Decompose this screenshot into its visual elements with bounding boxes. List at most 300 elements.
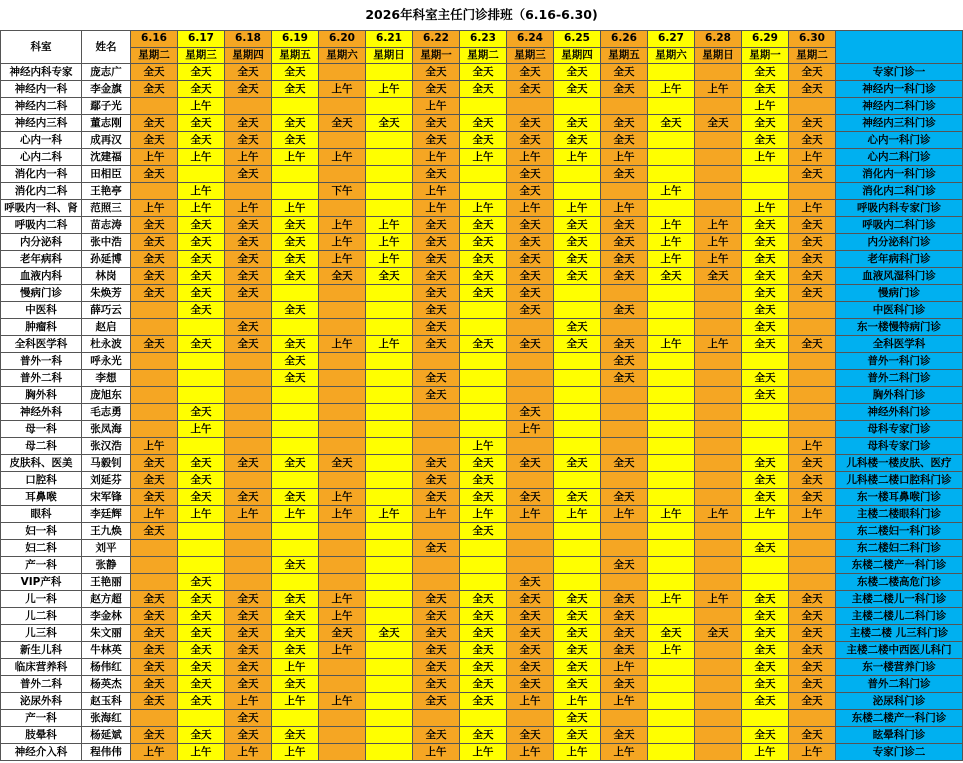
schedule-cell [601,472,648,489]
schedule-cell: 全天 [601,302,648,319]
weekday-header: 星期二 [789,47,836,64]
schedule-cell [648,200,695,217]
weekday-header: 星期一 [413,47,460,64]
schedule-cell: 全天 [178,659,225,676]
dept-cell: 心内二科 [1,149,82,166]
schedule-cell: 全天 [225,251,272,268]
schedule-cell: 全天 [507,455,554,472]
schedule-cell: 上午 [554,693,601,710]
schedule-cell: 全天 [178,404,225,421]
schedule-cell: 全天 [225,234,272,251]
schedule-cell: 上午 [272,744,319,761]
dept-cell: 普外一科 [1,353,82,370]
doctor-name-cell: 孙延博 [82,251,131,268]
table-row [1,710,963,727]
schedule-cell: 全天 [554,234,601,251]
schedule-cell: 上午 [695,234,742,251]
schedule-cell [272,98,319,115]
schedule-cell: 全天 [554,64,601,81]
schedule-cell: 上午 [225,200,272,217]
schedule-cell: 全天 [460,642,507,659]
schedule-cell: 全天 [131,608,178,625]
schedule-cell [413,404,460,421]
dept-cell: 肿瘤科 [1,319,82,336]
schedule-cell [131,302,178,319]
schedule-cell: 全天 [742,489,789,506]
schedule-cell [648,574,695,591]
schedule-cell: 全天 [413,591,460,608]
table-row [1,183,963,200]
schedule-cell: 全天 [272,64,319,81]
schedule-cell: 上午 [648,336,695,353]
schedule-cell: 全天 [272,234,319,251]
doctor-name-cell: 李廷辉 [82,506,131,523]
schedule-cell [554,404,601,421]
schedule-cell: 全天 [225,659,272,676]
schedule-cell: 全天 [554,659,601,676]
dept-cell: VIP产科 [1,574,82,591]
schedule-cell: 上午 [695,251,742,268]
schedule-cell: 上午 [272,506,319,523]
schedule-cell: 全天 [131,81,178,98]
table-row [1,353,963,370]
weekday-header: 星期一 [742,47,789,64]
schedule-cell: 上午 [178,98,225,115]
table-row [1,98,963,115]
schedule-cell [648,540,695,557]
schedule-cell: 全天 [272,608,319,625]
schedule-cell [789,557,836,574]
date-header: 6.28 [695,31,742,48]
schedule-cell [554,523,601,540]
clinic-location-cell: 眩晕科门诊 [836,727,963,744]
schedule-cell: 全天 [413,693,460,710]
schedule-cell: 全天 [648,625,695,642]
table-row [1,591,963,608]
schedule-cell [648,302,695,319]
schedule-cell: 全天 [413,251,460,268]
schedule-cell: 全天 [695,625,742,642]
schedule-cell: 全天 [742,336,789,353]
date-header-row [1,31,963,48]
schedule-cell: 全天 [742,285,789,302]
dept-cell: 儿二科 [1,608,82,625]
schedule-cell [272,438,319,455]
schedule-cell: 全天 [178,676,225,693]
schedule-cell [648,421,695,438]
schedule-cell: 全天 [554,642,601,659]
schedule-cell: 全天 [507,404,554,421]
schedule-cell: 全天 [131,625,178,642]
schedule-cell: 上午 [366,234,413,251]
date-header: 6.17 [178,31,225,48]
clinic-location-cell: 母科专家门诊 [836,421,963,438]
schedule-cell [695,285,742,302]
schedule-cell: 全天 [460,608,507,625]
schedule-cell [507,438,554,455]
clinic-location-cell: 全科医学科 [836,336,963,353]
schedule-cell: 上午 [742,200,789,217]
clinic-location-cell: 神经内三科门诊 [836,115,963,132]
schedule-cell: 全天 [272,625,319,642]
schedule-cell: 全天 [554,268,601,285]
dept-cell: 口腔科 [1,472,82,489]
schedule-cell [131,557,178,574]
schedule-cell [507,557,554,574]
doctor-name-cell: 王九焕 [82,523,131,540]
schedule-cell [742,438,789,455]
schedule-cell [131,353,178,370]
weekday-header: 星期三 [178,47,225,64]
schedule-cell [178,540,225,557]
doctor-name-cell: 杨伟红 [82,659,131,676]
schedule-cell: 上午 [131,200,178,217]
schedule-cell: 全天 [601,336,648,353]
schedule-cell: 全天 [507,302,554,319]
schedule-cell: 全天 [742,387,789,404]
schedule-cell [460,353,507,370]
doctor-name-cell: 苗志涛 [82,217,131,234]
schedule-cell [554,353,601,370]
schedule-cell: 全天 [460,727,507,744]
date-header: 6.16 [131,31,178,48]
doctor-name-cell: 庞旭东 [82,387,131,404]
schedule-cell: 全天 [131,676,178,693]
schedule-cell: 全天 [178,608,225,625]
schedule-cell: 上午 [742,506,789,523]
schedule-cell: 全天 [225,285,272,302]
schedule-cell [366,64,413,81]
schedule-cell: 全天 [507,115,554,132]
schedule-cell [789,710,836,727]
schedule-cell: 全天 [601,625,648,642]
schedule-cell: 全天 [178,336,225,353]
schedule-cell: 全天 [413,336,460,353]
schedule-cell: 全天 [460,489,507,506]
schedule-cell: 上午 [366,336,413,353]
schedule-cell [366,472,413,489]
schedule-cell: 全天 [225,217,272,234]
dept-cell: 耳鼻喉 [1,489,82,506]
schedule-cell: 上午 [601,744,648,761]
schedule-cell [225,438,272,455]
schedule-cell: 全天 [460,251,507,268]
schedule-cell: 上午 [131,506,178,523]
schedule-cell: 上午 [695,506,742,523]
schedule-cell [366,659,413,676]
schedule-cell: 全天 [131,336,178,353]
schedule-cell [366,591,413,608]
schedule-cell [648,64,695,81]
table-row [1,404,963,421]
schedule-cell [178,370,225,387]
schedule-cell [695,64,742,81]
doctor-name-cell: 马毅钊 [82,455,131,472]
doctor-name-cell: 赵玉科 [82,693,131,710]
schedule-cell [460,574,507,591]
schedule-cell [366,523,413,540]
schedule-cell [225,404,272,421]
schedule-cell [460,166,507,183]
schedule-cell [366,132,413,149]
doctor-name-cell: 刘延芬 [82,472,131,489]
table-row [1,336,963,353]
schedule-cell: 全天 [225,608,272,625]
schedule-cell: 全天 [272,455,319,472]
schedule-cell: 上午 [131,438,178,455]
table-row [1,421,963,438]
schedule-cell [272,523,319,540]
date-header: 6.22 [413,31,460,48]
table-row [1,251,963,268]
schedule-cell [695,642,742,659]
schedule-cell: 全天 [272,370,319,387]
schedule-cell [272,472,319,489]
schedule-cell [319,676,366,693]
schedule-cell: 全天 [413,285,460,302]
schedule-cell [554,183,601,200]
table-row [1,166,963,183]
schedule-cell [366,540,413,557]
schedule-cell: 全天 [554,81,601,98]
schedule-cell: 全天 [507,574,554,591]
schedule-cell [789,421,836,438]
schedule-cell: 全天 [178,625,225,642]
table-row [1,200,963,217]
schedule-cell [601,574,648,591]
schedule-cell: 全天 [601,676,648,693]
schedule-cell [225,540,272,557]
schedule-cell [507,472,554,489]
schedule-cell [648,659,695,676]
schedule-cell [601,710,648,727]
schedule-cell [507,370,554,387]
schedule-cell: 全天 [742,64,789,81]
schedule-cell [695,574,742,591]
table-row [1,472,963,489]
clinic-location-cell: 东楼二楼产一科门诊 [836,557,963,574]
schedule-cell: 全天 [789,285,836,302]
schedule-cell [601,523,648,540]
schedule-cell: 上午 [178,744,225,761]
weekday-header: 星期二 [131,47,178,64]
schedule-cell [460,557,507,574]
schedule-cell: 全天 [272,591,319,608]
schedule-cell: 全天 [789,166,836,183]
schedule-cell [648,387,695,404]
date-header: 6.29 [742,31,789,48]
schedule-cell [319,574,366,591]
doctor-name-cell: 沈建福 [82,149,131,166]
dept-cell: 产一科 [1,557,82,574]
schedule-cell: 全天 [554,251,601,268]
schedule-cell [366,642,413,659]
schedule-cell: 全天 [225,676,272,693]
schedule-cell: 全天 [413,319,460,336]
weekday-header: 星期四 [554,47,601,64]
schedule-cell [695,421,742,438]
schedule-cell: 全天 [648,268,695,285]
schedule-cell [131,574,178,591]
schedule-cell: 全天 [460,336,507,353]
schedule-cell [554,472,601,489]
dept-cell: 全科医学科 [1,336,82,353]
doctor-name-cell: 杨延斌 [82,727,131,744]
schedule-cell: 全天 [413,387,460,404]
schedule-cell [319,438,366,455]
clinic-location-cell: 心内一科门诊 [836,132,963,149]
schedule-cell: 全天 [601,557,648,574]
date-header: 6.21 [366,31,413,48]
schedule-cell: 全天 [789,64,836,81]
schedule-cell: 上午 [554,200,601,217]
schedule-cell: 全天 [507,132,554,149]
clinic-location-cell: 主楼二楼眼科门诊 [836,506,963,523]
schedule-cell [554,302,601,319]
schedule-cell [319,659,366,676]
schedule-cell [601,285,648,302]
schedule-cell: 全天 [507,676,554,693]
schedule-cell: 上午 [413,506,460,523]
doctor-name-cell: 杨英杰 [82,676,131,693]
doctor-name-cell: 董志刚 [82,115,131,132]
schedule-cell [695,523,742,540]
schedule-cell: 全天 [225,489,272,506]
schedule-cell: 全天 [789,251,836,268]
schedule-cell: 全天 [131,285,178,302]
schedule-cell [319,98,366,115]
schedule-cell [319,319,366,336]
date-header: 6.20 [319,31,366,48]
schedule-cell: 全天 [742,115,789,132]
schedule-cell: 全天 [272,336,319,353]
schedule-cell: 全天 [742,132,789,149]
table-row [1,268,963,285]
schedule-cell [366,727,413,744]
page-title: 2026年科室主任门诊排班（6.16-6.30) [365,7,598,22]
schedule-cell [319,353,366,370]
clinic-location-cell: 主楼二楼儿二科门诊 [836,608,963,625]
schedule-cell: 全天 [272,676,319,693]
schedule-cell [366,319,413,336]
schedule-cell [366,574,413,591]
schedule-cell: 上午 [272,693,319,710]
table-row [1,149,963,166]
schedule-cell: 全天 [507,251,554,268]
schedule-cell: 全天 [789,217,836,234]
doctor-name-cell: 程伟伟 [82,744,131,761]
schedule-cell: 上午 [507,200,554,217]
schedule-cell [131,387,178,404]
schedule-cell: 上午 [554,744,601,761]
schedule-cell [319,540,366,557]
schedule-cell: 全天 [460,64,507,81]
schedule-cell: 全天 [413,472,460,489]
schedule-cell: 全天 [225,268,272,285]
schedule-cell: 上午 [319,642,366,659]
schedule-cell [460,710,507,727]
schedule-cell: 全天 [554,727,601,744]
schedule-cell [789,319,836,336]
schedule-cell [366,285,413,302]
schedule-cell [648,744,695,761]
schedule-cell: 全天 [366,625,413,642]
schedule-cell [648,523,695,540]
schedule-cell [601,183,648,200]
schedule-cell [789,540,836,557]
schedule-cell: 上午 [413,98,460,115]
schedule-cell: 全天 [742,455,789,472]
schedule-cell [695,404,742,421]
clinic-location-cell: 东二楼妇一科门诊 [836,523,963,540]
schedule-cell [695,353,742,370]
dept-cell: 妇二科 [1,540,82,557]
table-row [1,625,963,642]
schedule-cell [789,523,836,540]
schedule-cell: 全天 [789,659,836,676]
schedule-cell: 全天 [601,489,648,506]
table-row [1,234,963,251]
doctor-name-cell: 薛巧云 [82,302,131,319]
schedule-cell: 全天 [460,591,507,608]
clinic-location-cell: 主楼二楼儿一科门诊 [836,591,963,608]
schedule-cell [366,387,413,404]
schedule-cell [272,285,319,302]
schedule-cell: 上午 [648,591,695,608]
date-header: 6.30 [789,31,836,48]
schedule-cell: 全天 [413,115,460,132]
schedule-cell [648,98,695,115]
schedule-cell: 全天 [413,659,460,676]
schedule-cell: 全天 [554,591,601,608]
schedule-cell: 全天 [742,727,789,744]
schedule-cell [131,421,178,438]
schedule-cell: 上午 [225,506,272,523]
schedule-cell: 全天 [742,217,789,234]
schedule-cell: 全天 [695,268,742,285]
schedule-cell: 全天 [413,727,460,744]
schedule-cell: 全天 [131,132,178,149]
schedule-cell: 上午 [507,744,554,761]
schedule-cell [742,353,789,370]
schedule-cell: 上午 [319,608,366,625]
schedule-cell: 全天 [789,132,836,149]
schedule-cell [742,404,789,421]
schedule-cell: 全天 [131,489,178,506]
schedule-cell [319,200,366,217]
schedule-cell: 全天 [178,132,225,149]
schedule-cell: 全天 [131,166,178,183]
schedule-cell: 全天 [742,625,789,642]
schedule-cell: 全天 [178,64,225,81]
schedule-cell [648,455,695,472]
schedule-cell: 上午 [131,149,178,166]
schedule-cell: 全天 [742,319,789,336]
schedule-cell [648,710,695,727]
doctor-name-cell: 张海红 [82,710,131,727]
schedule-cell: 全天 [460,268,507,285]
schedule-cell: 全天 [413,370,460,387]
schedule-cell [742,574,789,591]
schedule-cell [742,421,789,438]
schedule-cell: 全天 [178,217,225,234]
date-header: 6.25 [554,31,601,48]
schedule-cell: 全天 [554,115,601,132]
table-row [1,557,963,574]
clinic-location-cell: 中医科门诊 [836,302,963,319]
clinic-location-cell: 消化内二科门诊 [836,183,963,200]
doctor-name-cell: 王艳丽 [82,574,131,591]
